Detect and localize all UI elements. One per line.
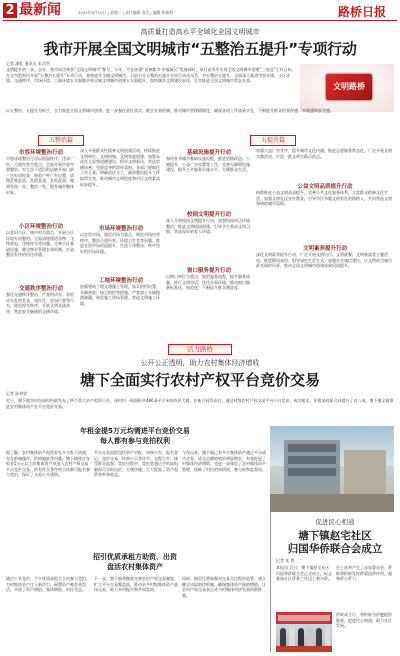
col-text-community: 以老旧小区、城中村为重点，开展小区环境专项整治，全面清理楼道杂物、飞线充电、违规停车等问题，完善小区基础设施，健全物业管理长效机制，打造整洁有序的居住环境。 bbox=[6, 230, 74, 258]
side-headline-2: 归国华侨联合会成立 bbox=[287, 543, 383, 555]
col-text-public-quality: 持续推进公益文明品质提升，完善公共文化服务体系，丰富群众精神文化生活，加强文明礼仪宣传教育，引导市民争做文明有礼的路桥人，共同营造文明和谐的城市氛围。 bbox=[256, 190, 392, 207]
bottom-col-4: 通过公开竞价，不少优质承租方主动参与竞拍，为村集体资产注入新活力，闲置资产被有效盘活，实现了资产增值、集体增收、村民受益。 bbox=[6, 576, 90, 593]
bottom-col-3: 今年以来，塘下镇已有多宗集体资产通过平台成功交易，成交总额较底价明显增长，有效促进了村集体经济增收，也进一步规范了农村集体资产管理，保障了村民的知情权、参与权和监督权。 bbox=[182, 450, 266, 472]
group-photo bbox=[276, 612, 332, 652]
lead-kicker: 高质量打造高水平全域化全国文明城市 bbox=[140, 28, 260, 36]
lead-intro: 文明提升创一步。去年，我市成功荣获“全国文明城市”称号。今年，为在创建“首善都市·幸福城区”发展同时，家灯高水平实现全国文明城市创建“三连冠”工作目标，在全市范围内开展“五整治五提升”专项行动，加快提升全域文明城市。日前召开五整治五提升专项行动动员会，对五整治五提升，全面深入推进市容环境、小区环境、交通秩序、市场环境、工地环境五方面整治和全域文明城市创建五方面提升，加快城乡文明建设步伐，扎实推进全国文明城市常态长效。 bbox=[6, 67, 296, 84]
side-byline: 记者 朱 艳 bbox=[276, 558, 295, 563]
side-kicker: 促进民心相通 bbox=[315, 518, 355, 526]
col-text-traffic: 强化交通秩序整治，严查机动车、非机动车乱停乱放、闯红灯、逆向行驶等行为，规范停车秩序，开展文明交通劝导，营造安全畅通的交通环境。 bbox=[6, 292, 74, 314]
side-text-2: 会上选举产生了首届委员会，侨联将积极发挥桥梁纽带作用，凝聚侨心侨力。 bbox=[336, 565, 392, 582]
bottom-col-6: 同时，镇里还将加强对交易全过程的监管，建立健全风险防控机制，确保集体资产保值增值，让农村产权交易真正成为村集体经济发展的助推器。 bbox=[182, 576, 266, 598]
col-text-market: 以农贸市场、商贸市场为重点，规范市场经营秩序，整治占道经营、环境卫生差等问题，推进农贸市场改造提升，打造干净整洁、秩序良好的市场环境。 bbox=[80, 232, 160, 254]
col-head-market: 市场环境整治行动 bbox=[98, 226, 143, 232]
stamp-image bbox=[300, 64, 394, 112]
stamp-text: 文明路桥 bbox=[333, 81, 365, 91]
building-photo bbox=[270, 426, 394, 512]
col-head-market-env: 市容环境整治行动 bbox=[18, 150, 63, 156]
band-intro: 近日，塘下镇韦村东园村经联发布了两个重大资产租赁公告，该村内一间面积共486.6平方米的四层大楼，在新合同发布后，通过村级农村产权交易平台公开竞价，成功租出，年租金较原合同提升了近八成。塘下镇全面推进农村集体资产在平台竞价交易。 bbox=[6, 398, 394, 409]
tag-five-rectify: 五整治篇 bbox=[38, 135, 84, 146]
band-kicker: 公开公正透明，助力农村集体经济增收 bbox=[140, 359, 260, 367]
tag-vitality: 活力路桥 bbox=[168, 344, 232, 355]
col-head-construction: 工地环境整治行动 bbox=[98, 278, 143, 284]
col-text-construction: 加强建筑工地文明施工管理，落实围挡设置、车辆冲洗、扬尘防控等措施，严查渣土车辆抛洒滴漏，规范施工现场管理，营造文明施工环境。 bbox=[80, 284, 160, 306]
band-byline: 记者 陈林钦 bbox=[6, 391, 28, 396]
col-text-market-env: 市容环境整治行动以街面秩序、违章广告、占道经营为重点，全面开展市容市貌整治。对主次干道沿街店铺开展门前三包专项检查，规范户外广告设置，清理乱堆乱放、乱搭乱建、乱贴乱画，做到发现一处、整治一处，提升城市整体形象。 bbox=[6, 156, 74, 195]
section-title: 最新闻 bbox=[19, 2, 61, 18]
bottom-col-1: 据了解，农村集体资产租赁原先多为私下协商，存在暗箱操作、价格偏低等问题。塘下镇规定年租金5万元以上的集体资产须进入农村产权交易平台竞价交易，所有符合条件的主体都可报名参与竞拍，保证了交易公开透明。 bbox=[6, 450, 90, 478]
bottom-col-5: 下一步，塘下镇将继续完善农村产权交易制度，扩大平台交易覆盖面，推动更多村级集体资产进场交易，助力乡村振兴和共同富裕。 bbox=[94, 576, 178, 593]
lead-headline: 我市开展全国文明城市“五整治五提升”专项行动 bbox=[43, 40, 357, 58]
col-head-civility: 文明素养提升行动 bbox=[302, 246, 347, 252]
col-text-school: 深入开展校园文明提升行动，加强校园周边环境整治，推进文明校园创建，引导学生养成文明习惯，营造良好的育人环境。 bbox=[166, 218, 250, 235]
side-text-3: 侨联成立后，将积极为侨胞提供服务，促进民心相通，助力社区发展。 bbox=[336, 612, 392, 629]
col-text-infrastructure: 加快补齐城市基础设施短板，推进道路改造、公厕提升、公益广告设置等工作，完善无障碍设施建设，提升公共服务设施水平，方便群众生活。 bbox=[166, 156, 250, 173]
bottom-col-2: 平台交易流程包括资产申报、审核公告、报名登记、竞价交易、结果公示等环节，全程公开，接受群众监督。竞价过程中，竞拍者通过手机或电脑即可实时出价，方便快捷，大大提高了资产租赁效率和收益。 bbox=[94, 450, 178, 478]
band-headline: 塘下全面实行农村产权平台竞价交易 bbox=[79, 371, 320, 389]
side-text-1: 本报讯 近日，塘下镇赵宅社区归国华侨联合会正式成立，标志着该社区侨务工作迈上新台阶。 bbox=[276, 565, 332, 582]
col-head-traffic: 交通秩序整治行动 bbox=[18, 286, 63, 292]
subhead-first-2: 每人都有参与竞拍权利 bbox=[100, 437, 170, 445]
col-head-community: 小区环境整治行动 bbox=[18, 224, 63, 230]
col-text-mid-1: 深入开展群众性精神文明创建活动，持续推进文明单位、文明村镇、文明家庭创建，加强未成年人思想道德建设，倡导文明新风，营造崇德向善、见贤思齐的浓厚氛围。各部门要细化工作方案，明确责任分工，确保整治提升工作取得实效，推动城市文明程度和市民文明素质同步提升。 bbox=[80, 148, 160, 187]
masthead-rule bbox=[3, 20, 397, 21]
page-number: 2 bbox=[3, 3, 17, 18]
col-head-school: 校园文明提升行动 bbox=[186, 212, 231, 218]
col-head-public-quality: 公益文明品质提升行动 bbox=[297, 184, 353, 190]
subhead-first-1: 年租金提5万元均需进平台竞价交易 bbox=[80, 427, 190, 435]
lead-byline: 记者 潘虹 通讯员 朱浩然 bbox=[6, 61, 50, 66]
col-text-window: 以窗口单位为重点，规范服务流程，提升服务质量，推行文明用语，优化办事环境，推动窗口服务标准化、规范化，不断提升群众满意度。 bbox=[166, 274, 250, 291]
col-head-window: 窗口服务提升行动 bbox=[186, 268, 231, 274]
col-head-infrastructure: 基础设施提升行动 bbox=[186, 150, 231, 156]
col-text-civility: 深化文明素养提升行动，广泛开展文明出行、文明就餐、文明旅游等主题活动，推进移风易俗，倡导绿色生活方式，加强社会诚信建设，让文明成为城市最亮丽的风景，推动全国文明城市创建成果巩固提升。 bbox=[256, 252, 392, 269]
subhead-second-1: 招引优质承租方助资、出资 bbox=[93, 553, 177, 561]
header-info: 2021年8月10日 | 星期二 | 责任编辑 金洁 | 编辑 陈杨利 bbox=[78, 10, 173, 15]
side-headline-1: 塘下镇赵宅社区 bbox=[298, 530, 372, 542]
paper-logo: 路桥日报 bbox=[338, 5, 387, 19]
subhead-second-2: 盘活农村集体资产 bbox=[107, 563, 163, 571]
lead-intro-cont: 以五整治、五提升为抓手，全力推进全国文明城市创建。进一步强化责任落实，健全长效机制，推动城市管理精细化，确保各项工作落到实处，不断提升群众的获得感、幸福感和安全感。 bbox=[6, 108, 334, 113]
col-text-right-1: 加强公益广告宣传，提升城市文化内涵，推进志愿服务常态化，广泛开展文明实践活动，打造一批文明实践示范点。 bbox=[256, 148, 392, 159]
tag-five-upgrade: 五提升篇 bbox=[250, 135, 296, 146]
